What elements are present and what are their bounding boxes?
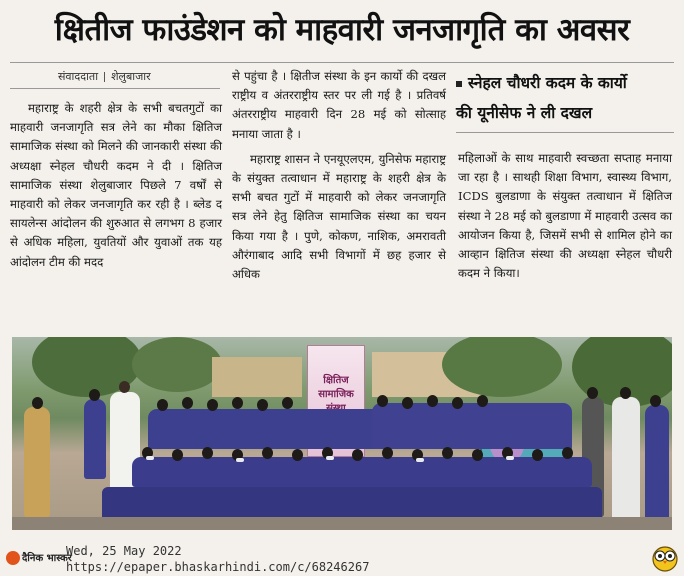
person-head — [262, 447, 273, 459]
tree — [442, 337, 562, 397]
person — [645, 405, 669, 525]
paragraph: महाराष्ट्र के शहरी क्षेत्र के सभी बचतगुटों का माहवारी जनजागृति सत्र लेने का मौका क्षितिज सामाजिक संस्था को मिलने की जानकारी संस्था की अध्यक्षा स्नेहल चौधरी कदम ने दी । क्षितिज सामाजिक संस्था शेलुबाजार पिछले 7 वर्षों से माहवारी को लेकर जनजागृति कर रही है । ब्लेड द सायलेन्स आंदोलन की शुरुआत से लगभग 8 हजार से अधिक महिला, युवतियों और युवाओं तक यह आंदोलन टीम की मदद — [10, 101, 222, 269]
building — [212, 357, 302, 397]
person-head — [232, 397, 243, 409]
person-head — [587, 387, 598, 399]
person-head — [442, 447, 453, 459]
person-head — [650, 395, 661, 407]
paragraph: महिलाओं के साथ माहवारी स्वच्छता सप्ताह मनाया जा रहा है । साथही शिक्षा विभाग, स्वास्थ्य विभाग, ICDS बुलडाणा के संयुक्त तत्वाधान में क्षितिज संस्था ने 28 मई को बुलडाणा में माहवारी उत्सव का आयोजन किया है, जिसमें सभी से शामिल होने का आव्हान क्षितिज संस्था की अध्यक्षा स्नेहल चौधरी कदम ने किया। — [458, 151, 672, 281]
paragraph: महाराष्ट्र शासन ने एनयूएलएम, युनिसेफ महाराष्ट्र के संयुक्त तत्वाधान में महाराष्ट्र के शहरी क्षेत्र के सभी बचत गुटों में माहवारी को लेकर जनजागृति सत्र लेने हेतु क्षितिज सामाजिक संस्था का चयन किया गया है । पुणे, कोकण, नाशिक, अमरावती औरंगाबाद आदि सभी विभागों में छह हजार से अधिक — [232, 151, 446, 282]
side-heading-line-2: की यूनीसेफ ने ली दखल — [456, 104, 593, 122]
person-head — [377, 395, 388, 407]
person-head — [292, 449, 303, 461]
person-head — [427, 395, 438, 407]
student-row — [148, 409, 408, 449]
face-mask — [416, 458, 424, 462]
face-mask — [326, 456, 334, 460]
person-head — [119, 381, 130, 393]
reporter-label: संवाददाता — [58, 70, 99, 83]
person-head — [282, 397, 293, 409]
event-banner: क्षितिज सामाजिक — [307, 345, 365, 457]
person — [612, 397, 640, 522]
person-head — [382, 447, 393, 459]
epaper-url[interactable]: https://epaper.bhaskarhindi.com/c/68246267 — [66, 560, 370, 574]
face-mask — [236, 458, 244, 462]
person-head — [402, 397, 413, 409]
person-head — [172, 449, 183, 461]
person-head — [182, 397, 193, 409]
person — [24, 407, 50, 517]
tree — [132, 337, 222, 392]
byline-divider — [10, 88, 220, 89]
person-head — [620, 387, 631, 399]
publication-name: दैनिक भास्कर — [22, 553, 72, 564]
student-row — [132, 457, 592, 487]
student-row — [372, 403, 572, 449]
person-head — [562, 447, 573, 459]
article-column-2 — [232, 67, 446, 284]
byline — [58, 69, 151, 84]
dateline-location: शेलुबाजार — [111, 70, 151, 83]
headline-divider — [10, 62, 674, 63]
paragraph: से पहुंचा है । क्षितीज संस्था के इन कार्यो की दखल राष्ट्रीय व अंतरराष्ट्रीय स्तर पर ली गई है । प्रतिवर्ष अंतरराष्ट्रीय माहवारी दिन 28 मई को सोत्साह मनाया जाता है । — [232, 69, 446, 141]
headline: क्षितीज फाउंडेशन को माहवारी जनजागृति का अवसर — [54, 12, 630, 48]
article-column-1 — [10, 99, 222, 272]
person-head — [207, 399, 218, 411]
side-heading — [456, 68, 674, 133]
person-head — [472, 449, 483, 461]
side-heading-line-1: स्नेहल चौधरी कदम के कार्यो — [468, 74, 627, 92]
bullet-icon — [456, 81, 462, 87]
face-mask — [146, 456, 154, 460]
group-photo — [12, 337, 672, 530]
person-head — [532, 449, 543, 461]
face-mask — [506, 456, 514, 460]
byline-separator — [104, 72, 105, 82]
owl-mascot-icon — [650, 542, 680, 572]
article-column-3 — [458, 149, 672, 283]
publication-logo — [6, 551, 72, 573]
sun-logo-icon — [6, 551, 20, 565]
person-head — [89, 389, 100, 401]
person-head — [477, 395, 488, 407]
person-head — [452, 397, 463, 409]
person — [84, 399, 106, 479]
person-head — [202, 447, 213, 459]
person-head — [352, 449, 363, 461]
person-head — [32, 397, 43, 409]
person-head — [257, 399, 268, 411]
ground — [12, 517, 672, 530]
person-head — [157, 399, 168, 411]
edition-date: Wed, 25 May 2022 — [66, 544, 182, 558]
